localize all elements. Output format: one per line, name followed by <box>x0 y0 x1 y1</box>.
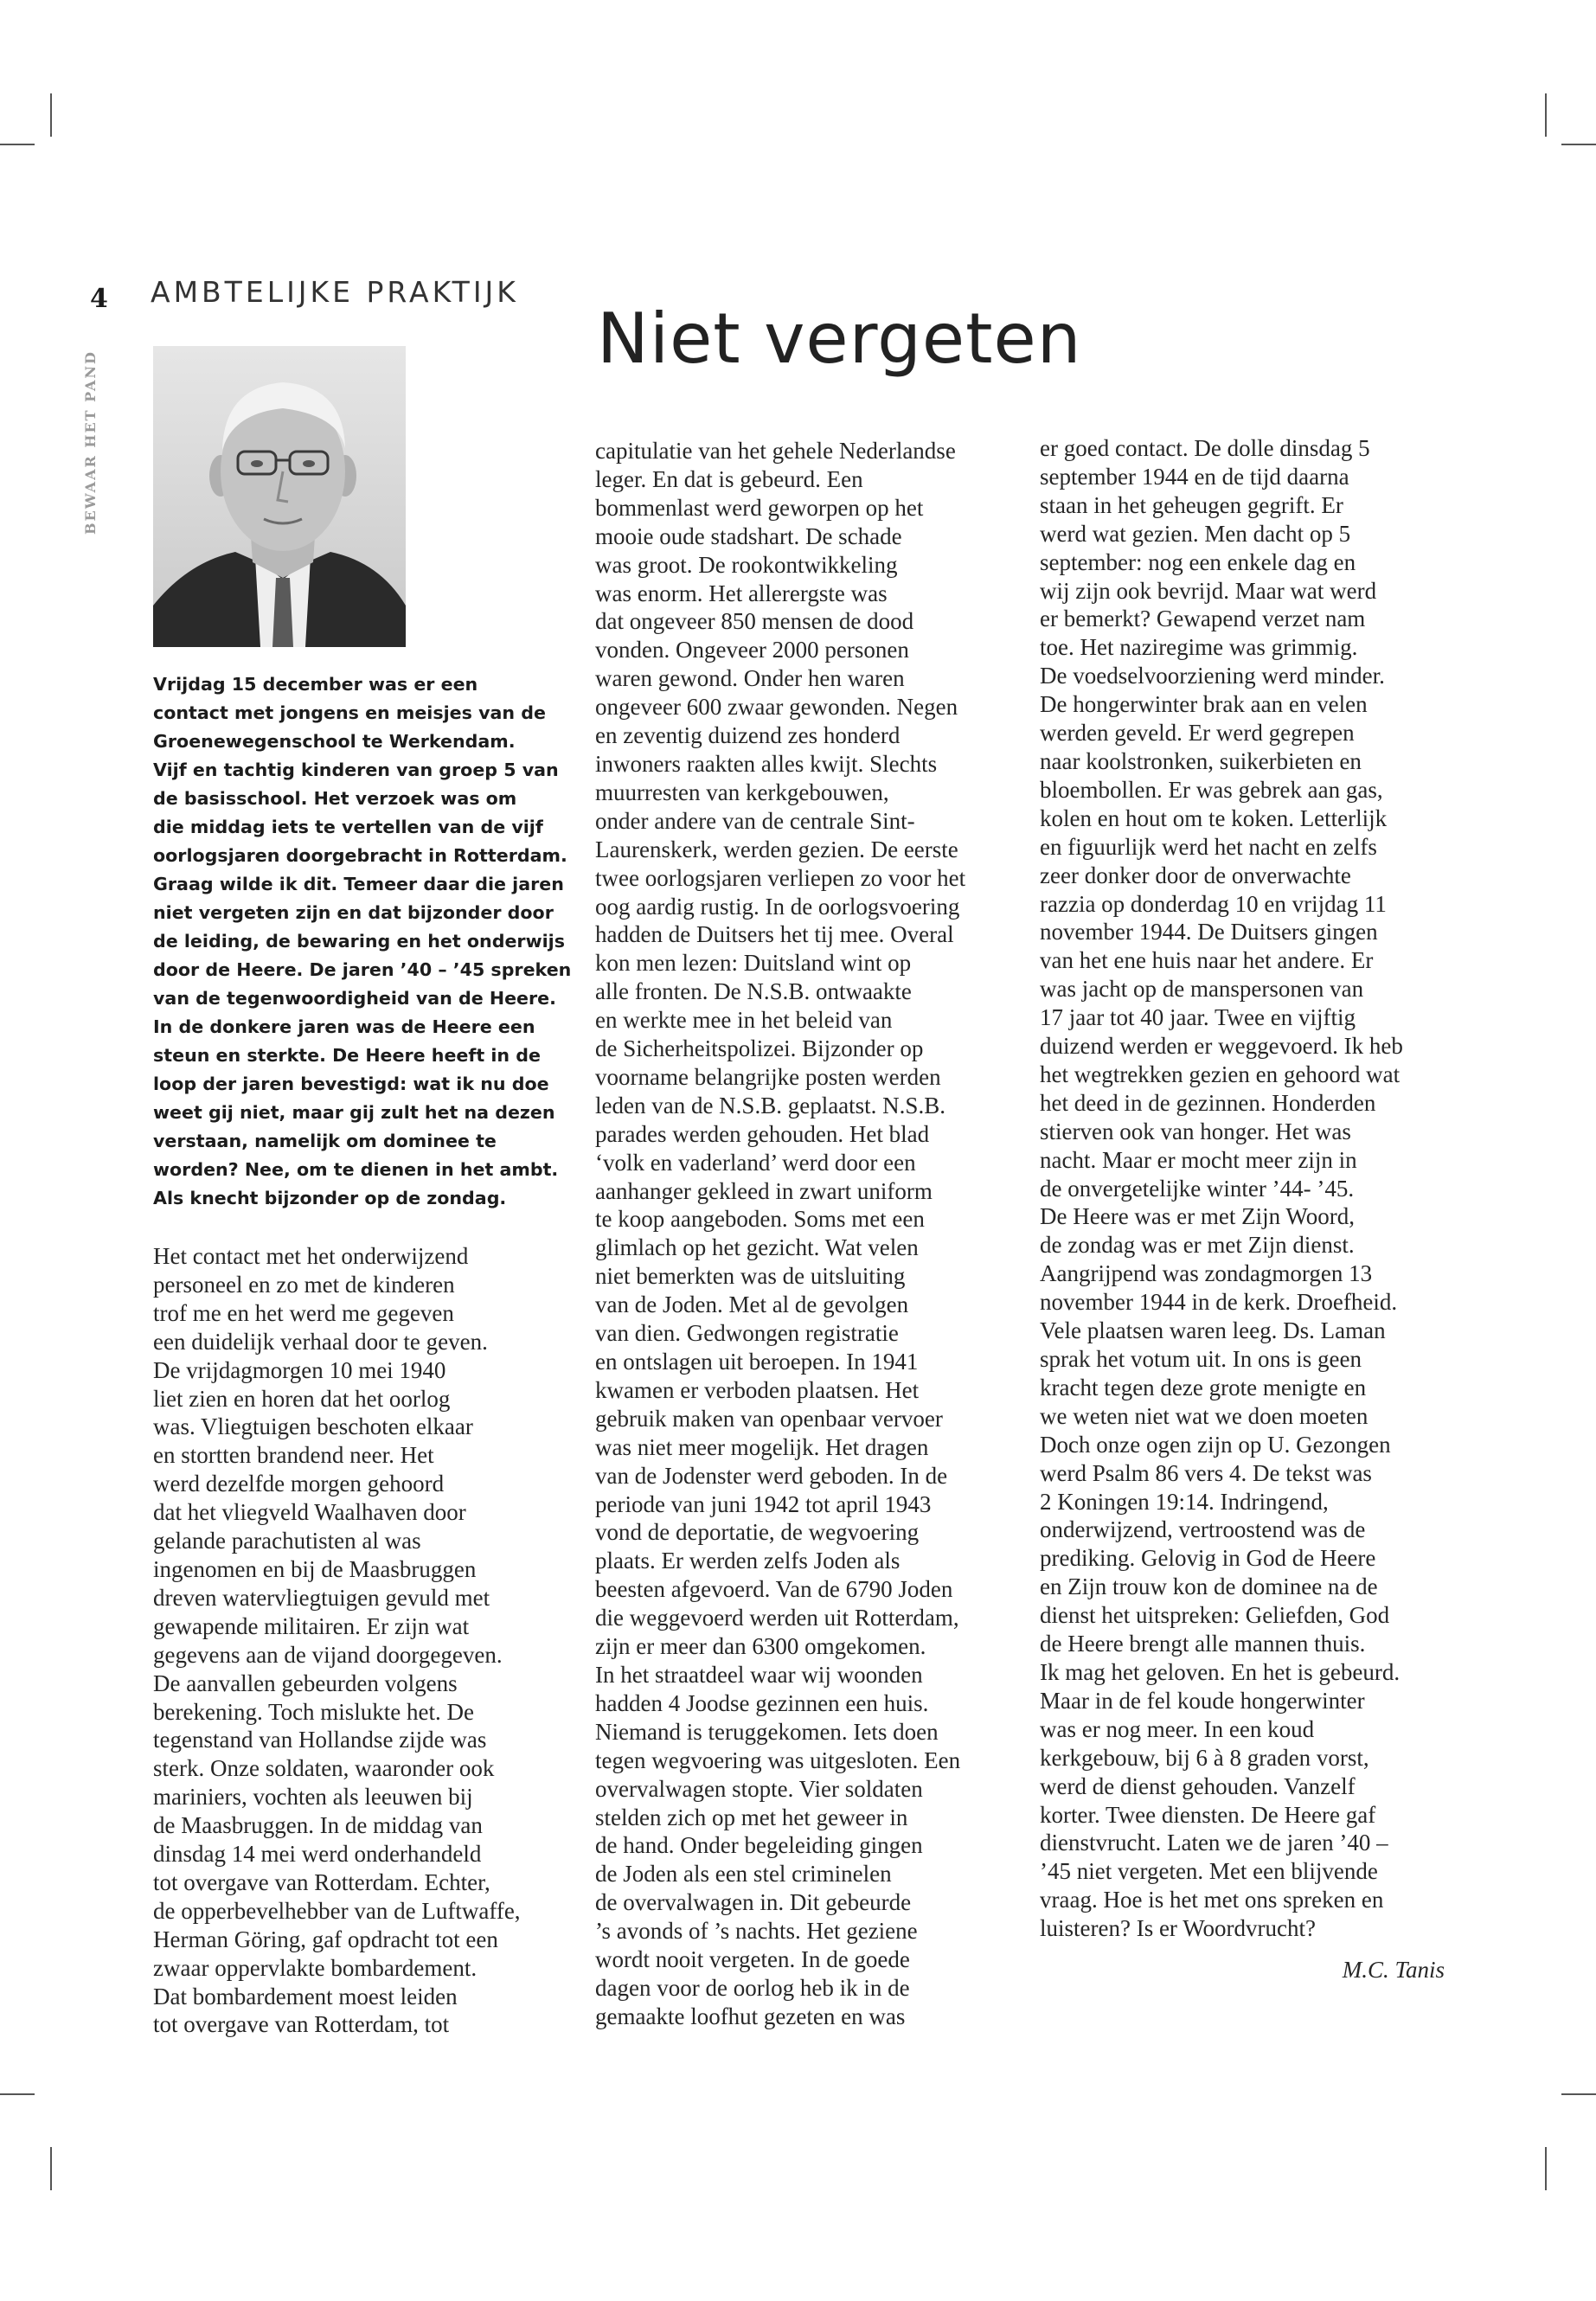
section-heading: AMBTELIJKE PRAKTIJK <box>151 275 519 309</box>
crop-mark-top-left-horizontal <box>0 144 35 145</box>
article-column-1: Het contact met het onderwijzend personeel en zo met de kinderen trof me en het werd me gegeven een duidelijk verhaal door te geven. De vrijdagmorgen 10 mei 1940 liet zien en horen dat het oorlog was. Vliegtuigen beschoten elkaar en stortten brandend neer. Het werd dezelfde morgen gehoord dat het vliegveld Waalhaven door gelande parachutisten al was ingenomen en bij de Maasbruggen dreven watervliegtuigen gevuld met gewapende militairen. Er zijn wat gegevens aan de vijand doorgegeven. De aanvallen gebeurden volgens berekening. Toch mislukte het. De tegenstand van Hollandse zijde was sterk. Onze soldaten, waaronder ook mariniers, vochten als leeuwen bij de Maasbruggen. In de middag van dinsdag 14 mei werd onderhandeld tot overgave van Rotterdam. Echter, de opperbevelhebber van de Luftwaffe, Herman Göring, gaf opdracht tot een zwaar oppervlakte bombardement. Dat bombardement moest leiden tot overgave van Rotterdam, tot <box>153 1243 521 2038</box>
crop-mark-bottom-left-horizontal <box>0 2093 35 2095</box>
crop-mark-top-right-vertical <box>1545 93 1547 137</box>
crop-mark-bottom-right-vertical <box>1545 2147 1547 2190</box>
vertical-series-label: BEWAAR HET PAND <box>82 350 99 535</box>
author-portrait <box>153 346 406 647</box>
crop-mark-bottom-right-horizontal <box>1561 2093 1596 2095</box>
article-title: Niet vergeten <box>597 298 1082 379</box>
article-column-2: capitulatie van het gehele Nederlandse leger. En dat is gebeurd. Een bommenlast werd geworpen op het mooie oude stadshart. De schade was groot. De rookontwikkeling was enorm. Het allerergste was dat ongeveer 850 mensen de dood vonden. Ongeveer 2000 personen waren gewond. Onder hen waren ongeveer 600 zwaar gewonden. Negen en zeventig duizend zes honderd inwoners raakten alles kwijt. Slechts muurresten van kerkgebouwen, onder andere van de centrale Sint- Laurenskerk, werden gezien. De eerste twee oorlogsjaren verliepen zo voor het oog aardig rustig. In de oorlogsvoering hadden de Duitsers het tij mee. Overal kon men lezen: Duitsland wint op alle fronten. De N.S.B. ontwaakte en werkte mee in het beleid van de Sicherheitspolizei. Bijzonder op voorname belangrijke posten werden leden van de N.S.B. geplaatst. N.S.B. parades werden gehouden. Het blad ‘volk en vaderland’ werd door een aanhanger gekleed in zwart uniform te koop aangeboden. Soms met een glimlach op het gezicht. Wat velen niet bemerkten was de uitsluiting van de Joden. Met al de gevolgen van dien. Gedwongen registratie en ontslagen uit beroepen. In 1941 kwamen er verboden plaatsen. Het gebruik maken van openbaar vervoer was niet meer mogelijk. Het dragen van de Jodenster werd geboden. In de periode van juni 1942 tot april 1943 vond de deportatie, de wegvoering plaats. Er werden zelfs Joden als beesten afgevoerd. Van de 6790 Joden die weggevoerd werden uit Rotterdam, zijn er meer dan 6300 omgekomen. In het straatdeel waar wij woonden hadden 4 Joodse gezinnen een huis. Niemand is teruggekomen. Iets doen tegen wegvoering was uitgesloten. Een overvalwagen stopte. Vier soldaten stelden zich op met het geweer in de hand. Onder begeleiding gingen de Joden als een stel criminelen de overvalwagen in. Dit gebeurde ’s avonds of ’s nachts. Het geziene wordt nooit vergeten. In de goede dagen voor de oorlog heb ik in de gemaakte loofhut gezeten en was <box>595 438 966 2029</box>
page-number: 4 <box>90 284 108 314</box>
crop-mark-top-left-vertical <box>50 93 52 137</box>
crop-mark-top-right-horizontal <box>1561 144 1596 145</box>
portrait-illustration <box>153 346 406 647</box>
author-signature: M.C. Tanis <box>1342 1957 1445 1983</box>
crop-mark-bottom-left-vertical <box>50 2147 52 2190</box>
article-column-3: er goed contact. De dolle dinsdag 5 september 1944 en de tijd daarna staan in het geheugen gegrift. Er werd wat gezien. Men dacht op 5 september: nog een enkele dag en wij zijn ook bevrijd. Maar wat werd er bemerkt? Gewapend verzet nam toe. Het naziregime was grimmig. De voedselvoorziening werd minder. De hongerwinter brak aan en velen werden geveld. Er werd gegrepen naar koolstronken, suikerbieten en bloembollen. Er was gebrek aan gas, kolen en hout om te koken. Letterlijk en figuurlijk werd het nacht en zelfs zeer donker door de onverwachte razzia op donderdag 10 en vrijdag 11 november 1944. De Duitsers gingen van het ene huis naar het andere. Er was jacht op de manspersonen van 17 jaar tot 40 jaar. Twee en vijftig duizend werden er weggevoerd. Ik heb het wegtrekken gezien en gehoord wat het deed in de gezinnen. Honderden stierven ook van honger. Het was nacht. Maar er mocht meer zijn in de onvergetelijke winter ’44- ’45. De Heere was er met Zijn Woord, de zondag was er met Zijn dienst. Aangrijpend was zondagmorgen 13 november 1944 in de kerk. Droefheid. Vele plaatsen waren leeg. Ds. Laman sprak het votum uit. In ons is geen kracht tegen deze grote menigte en we weten niet wat we doen moeten Doch onze ogen zijn op U. Gezongen werd Psalm 86 vers 4. De tekst was 2 Koningen 19:14. Indringend, onderwijzend, vertroostend was de prediking. Gelovig in God de Heere en Zijn trouw kon de dominee na de dienst het uitspreken: Geliefden, God de Heere brengt alle mannen thuis. Ik mag het geloven. En het is gebeurd. Maar in de fel koude hongerwinter was er nog meer. In een koud kerkgebouw, bij 6 à 8 graden vorst, werd de dienst gehouden. Vanzelf korter. Twee diensten. De Heere gaf dienstvrucht. Laten we de jaren ’40 – ’45 niet vergeten. Met een blijvende vraag. Hoe is het met ons spreken en luisteren? Is er Woordvrucht? <box>1040 435 1403 1942</box>
article-lead: Vrijdag 15 december was er een contact met jongens en meisjes van de Groenewegenschool te Werkendam. Vijf en tachtig kinderen van groep 5 van de basisschool. Het verzoek was om die middag iets te vertellen van de vijf oorlogsjaren doorgebracht in Rotterdam. Graag wilde ik dit. Temeer daar die jaren niet vergeten zijn en dat bijzonder door de leiding, de bewaring en het onderwijs door de Heere. De jaren ’40 – ’45 spreken van de tegenwoordigheid van de Heere. In de donkere jaren was de Heere een steun en sterkte. De Heere heeft in de loop der jaren bevestigd: wat ik nu doe weet gij niet, maar gij zult het na dezen verstaan, namelijk om dominee te worden? Nee, om te dienen in het ambt. Als knecht bijzonder op de zondag. <box>153 674 572 1208</box>
